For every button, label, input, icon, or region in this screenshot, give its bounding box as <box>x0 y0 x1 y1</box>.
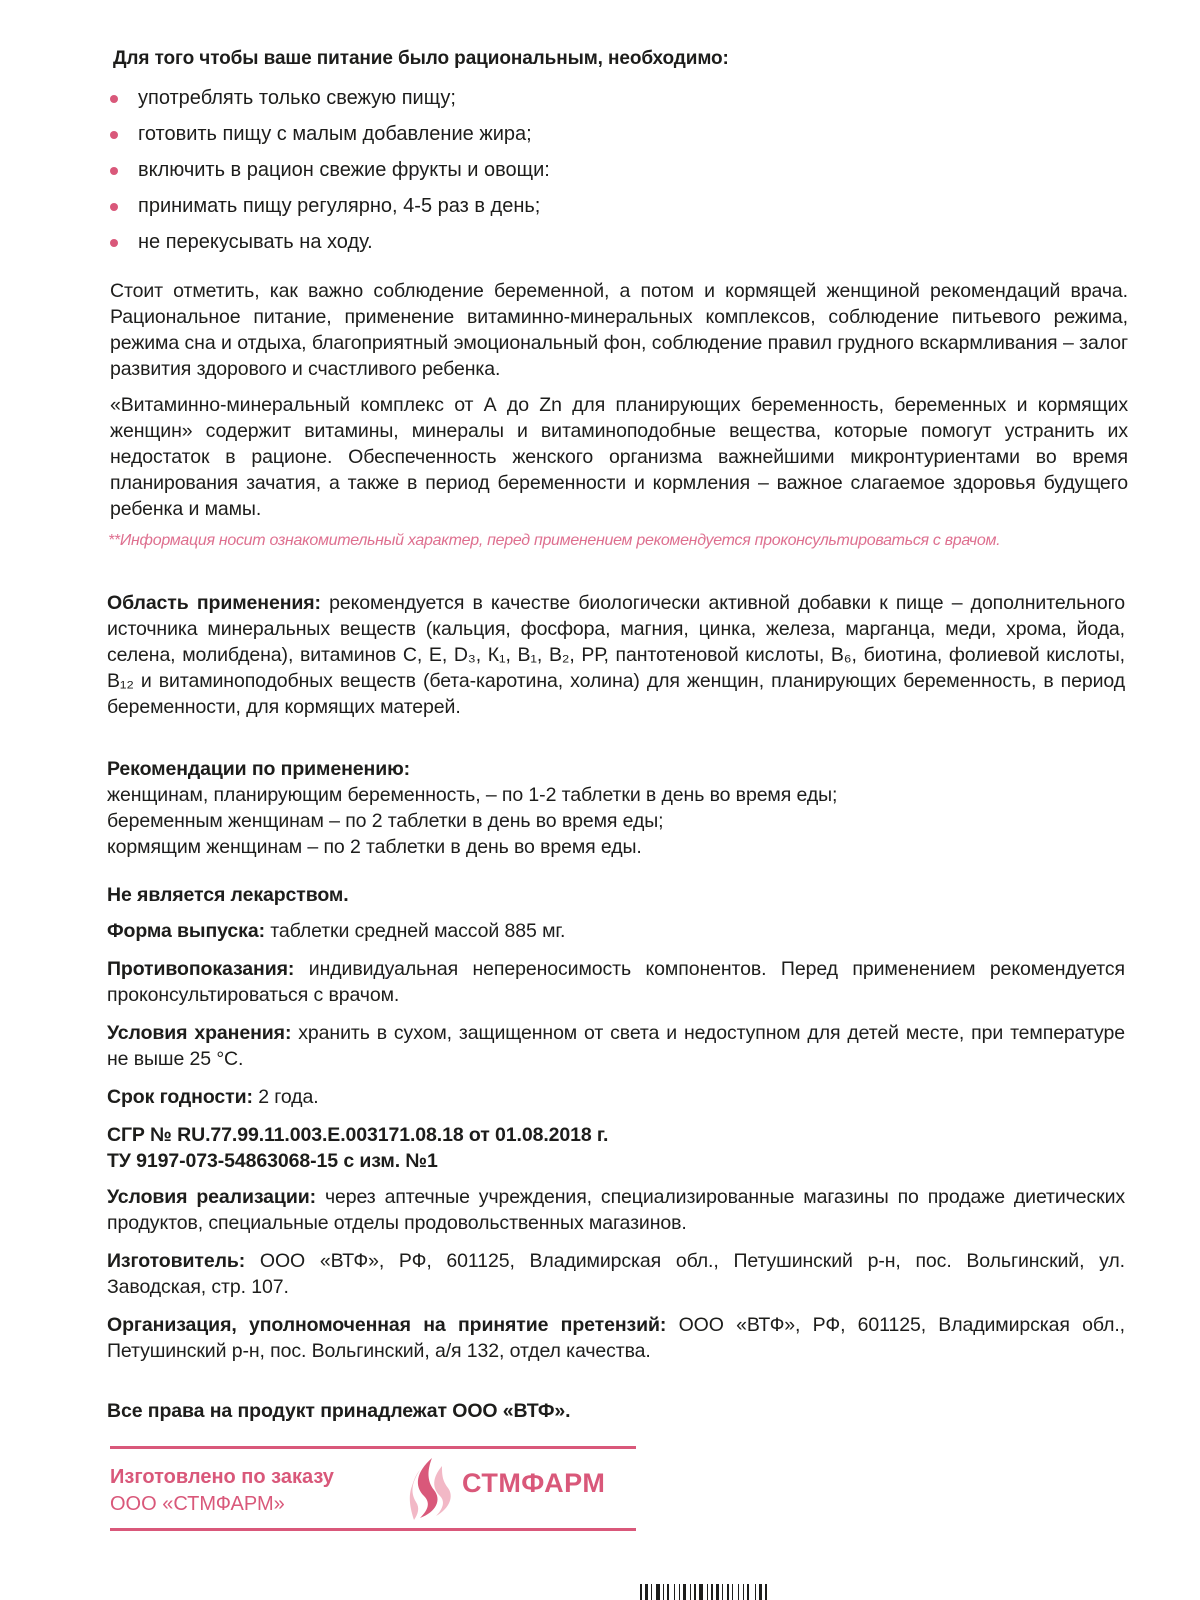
scope-text: рекомендуется в качестве биологически активной добавки к пище – дополнительного источника минеральных веществ (кальция, фосфора, магния, цинка, железа, марганца, меди, хрома, йода, селена, молибдена), витаминов С, Е, D₃, К₁, В₁, В₂, РР, пантотеновой кислоты, В₆, биотина, фолиевой кислоты, В₁₂ и витаминоподобных веществ (бета-каротина, холина) для женщин, планирующих беременность, в период беременности, для кормящих матерей. <box>107 592 1125 718</box>
sale-text: через аптечные учреждения, специализированные магазины по продаже диетических продуктов, специальные отделы продовольственных магазинов. <box>107 1186 1126 1234</box>
made-for-block <box>110 1446 636 1528</box>
barcode-bar <box>679 1584 680 1600</box>
barcode-bar <box>640 1584 642 1600</box>
barcode-bar <box>747 1584 749 1600</box>
barcode-bar <box>694 1584 696 1600</box>
storage-label: Условия хранения: <box>107 1022 292 1044</box>
barcode-bar <box>690 1584 691 1600</box>
bullet-text: включить в рацион свежие фрукты и овощи: <box>138 159 550 181</box>
barcode-bar <box>663 1584 664 1600</box>
bullet-icon <box>110 239 118 247</box>
sgr-number: СГР № RU.77.99.11.003.Е.003171.08.18 от 01.08.2018 г. <box>107 1124 609 1146</box>
bullet-icon <box>110 203 118 211</box>
barcode-bar <box>765 1584 767 1600</box>
manufacturer-section <box>107 1248 1125 1300</box>
list-item <box>110 192 550 228</box>
sale-label: Условия реализации: <box>107 1186 316 1208</box>
usage-line: кормящим женщинам – по 2 таблетки в день во время еды. <box>107 836 642 858</box>
sale-conditions-section <box>107 1184 1125 1236</box>
usage-line: женщинам, планирующим беременность, – по 1-2 таблетки в день во время еды; <box>107 784 838 806</box>
stmfarm-flame-logo-icon <box>406 1456 458 1522</box>
top-divider <box>110 1446 636 1449</box>
bullet-icon <box>110 95 118 103</box>
bottom-divider <box>110 1528 636 1531</box>
bullet-text: не перекусывать на ходу. <box>138 231 373 253</box>
bullet-text: принимать пищу регулярно, 4-5 раз в день; <box>138 195 541 217</box>
bullet-icon <box>110 131 118 139</box>
bullet-text: готовить пищу с малым добавление жира; <box>138 123 532 145</box>
barcode-bar <box>755 1584 756 1600</box>
barcode-bar <box>645 1584 648 1600</box>
contraindications-label: Противопоказания: <box>107 958 295 980</box>
nutrition-bullet-list <box>110 84 550 264</box>
form-text: таблетки средней массой 885 мг. <box>270 920 566 942</box>
form-label: Форма выпуска: <box>107 920 265 942</box>
contraindications-section <box>107 956 1125 1008</box>
shelf-life-section <box>107 1084 1125 1110</box>
rights-text: Все права на продукт принадлежат ООО «ВТФ». <box>107 1400 571 1422</box>
barcode-bar <box>743 1584 744 1600</box>
barcode-bar <box>727 1584 729 1600</box>
bullet-icon <box>110 167 118 175</box>
barcode-bar <box>711 1584 713 1600</box>
not-a-drug-notice <box>107 882 1125 908</box>
barcode-bar <box>699 1584 703 1600</box>
usage-section <box>107 756 1125 860</box>
barcode-bar <box>674 1584 675 1600</box>
barcode-bar <box>732 1584 733 1600</box>
claims-text: ООО «ВТФ», РФ, 601125, Владимирская обл., Петушинский р-н, пос. Вольгинский, а/я 132, отдел качества. <box>107 1314 1125 1362</box>
scope-section <box>107 590 1125 720</box>
barcode-bar <box>656 1584 660 1600</box>
form-section <box>107 918 1125 944</box>
made-for-line-2: ООО «СТМФАРМ» <box>110 1493 285 1515</box>
intro-heading: Для того чтобы ваше питание было рациональным, необходимо: <box>113 48 729 69</box>
list-item <box>110 120 550 156</box>
brand-name: СТМФАРМ <box>462 1468 606 1498</box>
recommendation-paragraph: Стоит отметить, как важно соблюдение беременной, а потом и кормящей женщиной рекомендаций врача. Рациональное питание, применение витаминно-минеральных комплексов, соблюдение питьевого режима, режима сна и отдыха, благоприятный эмоциональный фон, соблюдение правил грудного вскармливания – залог развития здорового и счастливого ребенка. <box>110 280 1128 380</box>
list-item <box>110 228 550 264</box>
barcode-icon <box>640 1584 870 1600</box>
barcode-bar <box>716 1584 719 1600</box>
list-item <box>110 84 550 120</box>
barcode-bar <box>759 1584 762 1600</box>
made-for-text <box>110 1464 334 1518</box>
rights-notice <box>107 1398 1125 1424</box>
tu-number: ТУ 9197-073-54863068-15 с изм. №1 <box>107 1150 438 1172</box>
disclaimer-note: **Информация носит ознакомительный характер, перед применением рекомендуется проконсультироваться с врачом. <box>108 532 1001 549</box>
barcode-bar <box>722 1584 723 1600</box>
usage-label: Рекомендации по применению: <box>107 758 411 780</box>
not-a-drug-text: Не является лекарством. <box>107 884 349 906</box>
manufacturer-text: ООО «ВТФ», РФ, 601125, Владимирская обл., Петушинский р-н, пос. Вольгинский, ул. Заводская, стр. 107. <box>107 1250 1125 1298</box>
scope-label: Область применения: <box>107 592 321 614</box>
shelf-life-label: Срок годности: <box>107 1086 253 1108</box>
barcode-bar <box>738 1584 739 1600</box>
registration-section <box>107 1122 1125 1174</box>
barcode-bar <box>651 1584 652 1600</box>
shelf-life-text: 2 года. <box>258 1086 319 1108</box>
bullet-text: употреблять только свежую пищу; <box>138 87 456 109</box>
barcode-bar <box>667 1584 669 1600</box>
made-for-line-1: Изготовлено по заказу <box>110 1466 334 1488</box>
usage-line: беременным женщинам – по 2 таблетки в день во время еды; <box>107 810 664 832</box>
claims-label: Организация, уполномоченная на принятие претензий: <box>107 1314 667 1336</box>
list-item <box>110 156 550 192</box>
storage-section <box>107 1020 1125 1072</box>
manufacturer-label: Изготовитель: <box>107 1250 246 1272</box>
claims-section <box>107 1312 1125 1364</box>
complex-description-paragraph: «Витаминно-минеральный комплекс от А до Zn для планирующих беременность, беременных и кормящих женщин» содержит витамины, минералы и витаминоподобные вещества, которые помогут устранить их недостаток в рационе. Обеспеченность женского организма важнейшими микронтуриентами во время планирования зачатия, а также в период беременности и кормления – важное слагаемое здоровья будущего ребенка и мамы. <box>110 394 1128 520</box>
storage-text: хранить в сухом, защищенном от света и недоступном для детей месте, при температуре не выше 25 °С. <box>107 1022 1125 1070</box>
barcode-bar <box>683 1584 686 1600</box>
barcode-bar <box>707 1584 708 1600</box>
contraindications-text: индивидуальная непереносимость компонентов. Перед применением рекомендуется проконсультироваться с врачом. <box>107 958 1125 1006</box>
